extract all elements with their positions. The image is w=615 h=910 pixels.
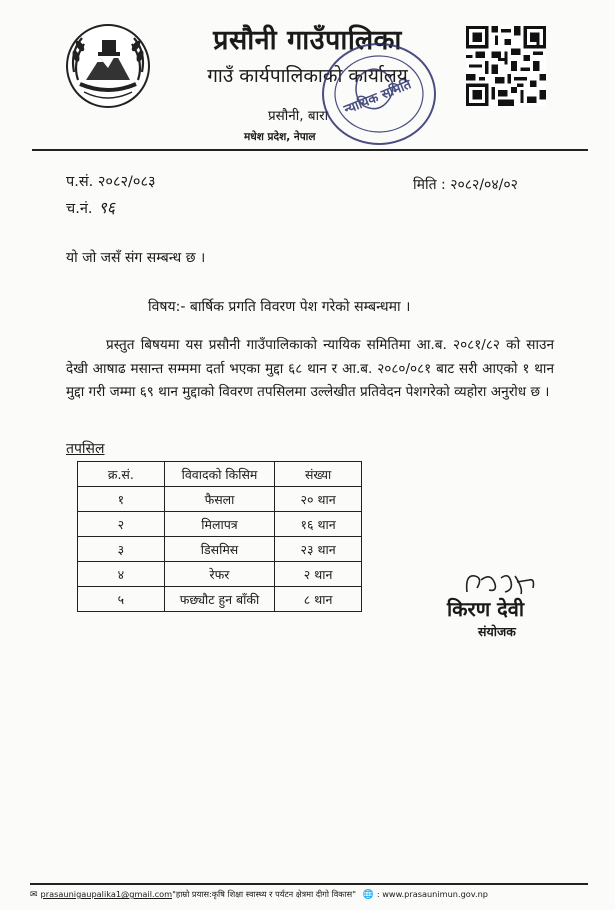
cell-count: २ थान bbox=[275, 562, 362, 587]
col-header-count: संख्या bbox=[275, 462, 362, 487]
office-place: प्रसौनी, बारा bbox=[268, 108, 329, 124]
subject-line: विषय:- बार्षिक प्रगति विवरण पेश गरेको सम्बन्धमा । bbox=[148, 299, 411, 315]
cell-serial: ३ bbox=[78, 537, 165, 562]
globe-icon: 🌐 bbox=[362, 890, 374, 900]
official-stamp bbox=[318, 38, 440, 150]
col-header-dispute-type: विवादको किसिम bbox=[164, 462, 275, 487]
cell-dispute-type: मिलापत्र bbox=[164, 512, 275, 537]
body-paragraph: प्रस्तुत बिषयमा यस प्रसौनी गाउँपालिकाको न्यायिक समितिमा आ.ब. २०८१/८२ को साउन देखी आषाढ मसान्त सम्ममा दर्ता भएका मुद्दा ६८ थान र आ.ब. २०८०/०८१ बाट सरी आएको १ थान मुद्दा गरी जम्मा ६९ थान मुद्दाको विवरण तपसिलमा उल्लेखीत प्रतिवेदन पेशगरेको व्यहोरा अनुरोध छ । bbox=[66, 337, 554, 400]
office-subtitle: गाउँ कार्यपालिकाको कार्यालय bbox=[207, 65, 408, 87]
cell-dispute-type: फछ्यौट हुन बाँकी bbox=[164, 587, 275, 612]
cell-dispute-type: डिसमिस bbox=[164, 537, 275, 562]
municipality-title: प्रसौनी गाउँपालिका bbox=[213, 25, 402, 56]
case-summary-table bbox=[77, 461, 362, 612]
footer-email[interactable]: prasaunigaupalika1@gmail.com bbox=[40, 889, 173, 899]
cell-count: २३ थान bbox=[275, 537, 362, 562]
cell-dispute-type: फैसला bbox=[164, 487, 275, 512]
dispatch-number bbox=[66, 196, 115, 218]
cell-serial: ४ bbox=[78, 562, 165, 587]
cell-serial: २ bbox=[78, 512, 165, 537]
header-divider bbox=[32, 149, 588, 151]
details-heading: तपसिल bbox=[66, 441, 105, 457]
stamp-label: न्यायिक समिति bbox=[342, 77, 414, 118]
cell-count: २० थान bbox=[275, 487, 362, 512]
cell-serial: ५ bbox=[78, 587, 165, 612]
footer-divider bbox=[30, 883, 588, 885]
cell-count: ८ थान bbox=[275, 587, 362, 612]
cell-dispute-type: रेफर bbox=[164, 562, 275, 587]
salutation: यो जो जसँ संग सम्बन्ध छ । bbox=[66, 250, 206, 266]
cell-serial: १ bbox=[78, 487, 165, 512]
table-row bbox=[78, 512, 362, 537]
dispatch-value: ९६ bbox=[98, 198, 116, 217]
footer bbox=[30, 889, 590, 900]
col-header-serial: क्र.सं. bbox=[78, 462, 165, 487]
table-header-row bbox=[78, 462, 362, 487]
cell-count: १६ थान bbox=[275, 512, 362, 537]
table-row bbox=[78, 487, 362, 512]
reference-number: प.सं. २०८२/०८३ bbox=[66, 174, 156, 190]
signatory-title: संयोजक bbox=[478, 624, 516, 639]
dispatch-label: च.नं. bbox=[66, 201, 93, 217]
signatory-name: किरण देवी bbox=[447, 597, 525, 621]
office-province: मधेश प्रदेश, नेपाल bbox=[244, 131, 316, 143]
footer-slogan: "हाम्रो प्रयास:कृषि शिक्षा स्वास्थ्य र पर्यटन क्षेत्रमा दीगो विकास" bbox=[172, 889, 356, 899]
footer-website[interactable]: : www.prasaunimun.gov.np bbox=[376, 889, 489, 899]
email-icon: ✉ bbox=[30, 890, 38, 900]
table-row bbox=[78, 562, 362, 587]
table-row bbox=[78, 537, 362, 562]
letter-date: मिति : २०८२/०४/०२ bbox=[413, 177, 518, 193]
table-row bbox=[78, 587, 362, 612]
